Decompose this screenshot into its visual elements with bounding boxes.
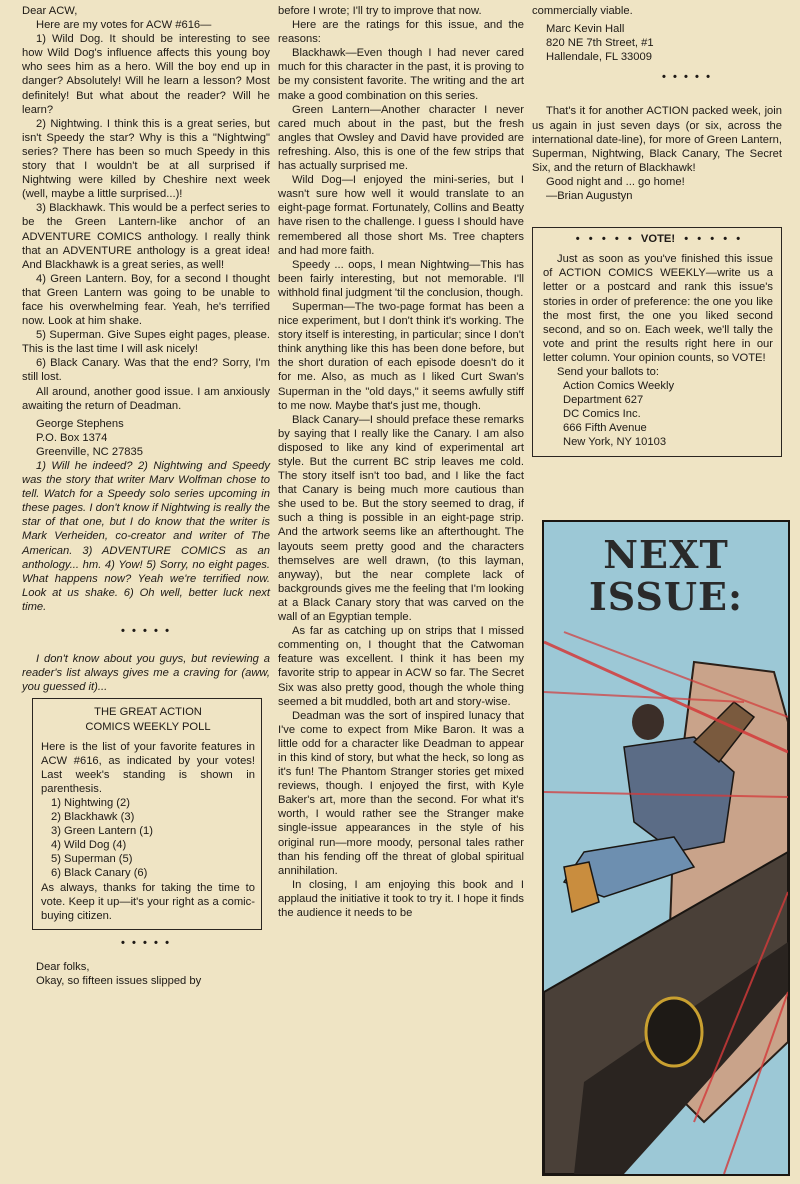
ratings-intro: Here are the ratings for this issue, and the reasons: [278, 19, 524, 46]
poll-item: 3) Green Lantern (1) [51, 825, 153, 838]
column-closing: That's it for another ACTION packed week, join us again in just seven days (or six, across the international date-line), for more of Green Lantern, Superman, Nightwing, Black Canary, The Secret Six, and the return of Blackhawk! [532, 105, 782, 174]
poll-item: 2) Blackhawk (3) [51, 811, 135, 824]
rating-paragraph: Blackhawk—Even though I had never cared much for this character in the past, it is proving to be my consistent favorite. The writing and the art make a good combination on this series. [278, 47, 524, 102]
poll-list [41, 796, 255, 881]
rating-paragraph: Deadman was the sort of inspired lunacy that I've come to expect from Mike Baron. It was a little odd for a character like Deadman to appear in this kind of story, but what the heck, so long as it's fun! The Phantom Stranger stories get mixed reviews, though. I enjoyed the first, with Kyle Baker's art, more than the second. For what it's worth, I would rather see the Stranger make single-issue appearances in the style of his original run—more moody, personal tales rather than his fending off the threat of global spiritual annihilation. [278, 709, 524, 877]
signature-city: Hallendale, FL 33009 [546, 51, 652, 64]
letters-column-1 [22, 4, 270, 988]
letters-column-3 [532, 4, 782, 457]
separator: • • • • • [120, 936, 172, 949]
transition-text: I don't know about you guys, but reviewing a reader's list always gives me a craving for (aww, you guessed it)... [22, 653, 270, 694]
poll-item: 1) Nightwing (2) [51, 796, 130, 809]
vote-paragraph: 4) Green Lantern. Boy, for a second I thought that Green Lantern was going to be unable to face his overwhelming fear. Yeah, he's terrified now. Look at him shake. [22, 272, 270, 328]
rating-paragraph: Wild Dog—I enjoyed the mini-series, but I wasn't sure how well it would translate to an eight-page format. Fortunately, Collins and Beatty have risen to the challenge. I guess I should have remembered all those short Ms. Tree chapters and had more faith. [278, 174, 524, 257]
vote-text: Just as soon as you've finished this issue of ACTION COMICS WEEKLY—write us a letter or a postcard and rank this issue's stories in order of preference: the one you like the most first, the one you liked second second, and so on. Each week, we'll tally the vote and print the results right here in our letter column. Your opinion counts, so VOTE! [543, 253, 773, 364]
letter-closing: All around, another good issue. I am anxiously awaiting the return of Deadman. [22, 385, 270, 412]
rating-paragraph: Black Canary—I should preface these remarks by saying that I really like the Canary. I am also disposed to like any kind of experimental art style. But the current BC strip leaves me cold. The story itself isn't too bad, and I like the fact that Canary is being much more cautious than she used to be. But the story seemed to drag, if such a thing is possible in an eight-page strip. And the artwork seems like an afterthought. The layouts seem pretty good and the characters themselves are well drawn, (to this layman, anyway), but the near complete lack of backgrounds gives me the feeling that I'm looking at a Black Canary story that was carved on the wall of an Egyptian temple. [278, 413, 524, 624]
vote-paragraph: 2) Nightwing. I think this is a great series, but isn't Speedy the star? Why is this a "Nightwing" series? There has been so much Speedy in this story that I wouldn't be at all surprised if Nightwing were killed by Cheshire next week (well, maybe a little surprised...)! [22, 117, 270, 201]
poll-outro: As always, thanks for taking the time to vote. Keep it up—it's your right as a comic-buying citizen. [41, 881, 255, 922]
editor-signature: —Brian Augustyn [546, 190, 633, 203]
letter-salutation: Dear folks, [36, 960, 90, 973]
rating-paragraph: In closing, I am enjoying this book and I applaud the initiative it took to try it. I hope it finds the audience it needs to be [278, 878, 524, 919]
vote-box [532, 227, 782, 456]
next-issue-title: NEXT ISSUE: [589, 532, 743, 619]
goodnight: Good night and ... go home! [546, 175, 685, 188]
art-figure-head [632, 704, 664, 740]
rating-paragraph: Green Lantern—Another character I never cared much about in the past, but the fresh angles that Owsley and David have provided are refreshing. Also, this is one of the few strips that has actually surprised me. [278, 103, 524, 173]
next-issue-panel [542, 520, 790, 1176]
vote-send: Send your ballots to: [557, 365, 659, 378]
signature-name: George Stephens [36, 417, 124, 430]
vote-paragraph: 3) Blackhawk. This would be a perfect series to be the Green Lantern-like anchor of an ADVENTURE COMICS anthology. I really think that an ADVENTURE anthology is a great idea! And Blackhawk is a great series, as well! [22, 202, 270, 271]
separator: • • • • • [120, 625, 172, 638]
editor-reply: 1) Will he indeed? 2) Nightwing and Speedy was the story that writer Marv Wolfman chose to tell. Watch for a Speedy solo series upcoming in these pages. I don't know if Nightwing is really the star of that one, but I do know that the writer is Mark Verheiden, co-creator and writer of The American. 3) ADVENTURE COMICS as an anthology... hm. 4) Yow! 5) Sorry, no eight pages. What happens now? Yeah we're terrified now. Look at us shake. 6) Oh well, better luck next time. [22, 460, 270, 613]
letter-intro: Here are my votes for ACW #616— [36, 19, 212, 32]
art-wheel [646, 998, 702, 1066]
letter-continuation: before I wrote; I'll try to improve that now. [278, 5, 482, 17]
poll-title: THE GREAT ACTION COMICS WEEKLY POLL [85, 706, 211, 733]
letter-continuation: commercially viable. [532, 5, 633, 17]
vote-paragraph: 1) Wild Dog. It should be interesting to see how Wild Dog's influence affects this young boy who sees him as a hero. Will the boy end up in danger? Absolutely! Will he learn a lesson? Most definitely! But what about the reader? Will he learn? [22, 33, 270, 116]
signature-address: P.O. Box 1374 [36, 431, 108, 444]
separator: • • • • • [661, 71, 713, 84]
letter-salutation: Dear ACW, [22, 5, 78, 17]
letters-column-2 [278, 4, 524, 920]
poll-item: 6) Black Canary (6) [51, 867, 148, 880]
rating-paragraph: Speedy ... oops, I mean Nightwing—This has been fairly interesting, but not memorable. I'll withhold final judgment 'til the conclusion, though. [278, 258, 524, 299]
signature-name: Marc Kevin Hall [546, 23, 625, 36]
signature-city: Greenville, NC 27835 [36, 445, 143, 458]
letter-start: Okay, so fifteen issues slipped by [36, 975, 202, 987]
vote-paragraph: 5) Superman. Give Supes eight pages, please. This is the last time I will ask nicely! [22, 329, 270, 356]
vote-address: Action Comics Weekly Department 627 DC Comics Inc. 666 Fifth Avenue New York, NY 10103 [563, 380, 675, 449]
vote-header: • • • • • VOTE! • • • • • [575, 233, 741, 246]
poll-box [32, 698, 262, 929]
next-issue-art [544, 522, 788, 1174]
rating-paragraph: Superman—The two-page format has been a nice experiment, but I don't think it's working. The story itself is interesting, in particular; since I don't think anything like this has been done before, but the short duration of each episode doesn't do it for me. Also, as much as I liked Curt Swan's Superman in the "old days," it seems awfully stiff to me now. Maybe that's just me, though. [278, 300, 524, 412]
signature-address: 820 NE 7th Street, #1 [546, 37, 654, 50]
vote-paragraph: 6) Black Canary. Was that the end? Sorry, I'm still lost. [22, 357, 270, 384]
rating-paragraph: As far as catching up on strips that I missed commenting on, I thought that the Catwoman feature was excellent. I think it has been my favorite strip to appear in ACW so far. The Secret Six was also pretty good, though the whole thing seemed a bit muddled, both art and story-wise. [278, 625, 524, 708]
poll-item: 4) Wild Dog (4) [51, 839, 127, 852]
poll-intro: Here is the list of your favorite features in ACW #616, as indicated by your votes! Last week's standing is shown in parenthesis. [41, 740, 255, 795]
poll-item: 5) Superman (5) [51, 853, 133, 866]
